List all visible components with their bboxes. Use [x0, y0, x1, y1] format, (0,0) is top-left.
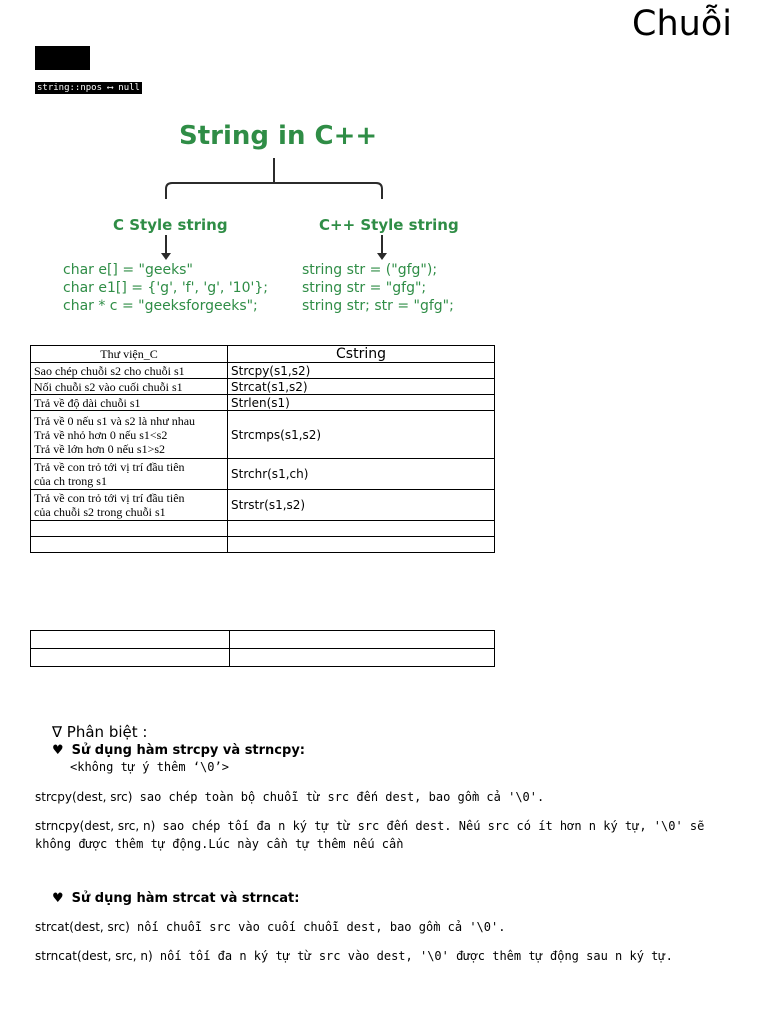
arrow-down-icon	[161, 253, 171, 260]
npos-code: string::npos	[37, 83, 103, 93]
empty-cell	[31, 537, 228, 553]
paragraph-text: sao chép tối đa n ký tự từ src đến dest. Nếu src có ít hơn n ký tự, '\0' sẽ không được thêm tự động.Lúc này cần tự thêm nếu cần	[35, 819, 705, 851]
header-cell: Thư viện_C	[31, 346, 228, 363]
function-cell: Strcat(s1,s2)	[228, 379, 495, 395]
header-cell: Cstring	[228, 346, 495, 363]
bullet-label: Sử dụng hàm strcat và strncat:	[71, 891, 300, 906]
function-cell: Strchr(s1,ch)	[228, 459, 495, 490]
function-cell: Strcpy(s1,s2)	[228, 363, 495, 379]
empty-cell	[31, 521, 228, 537]
double-arrow-icon: ⟷	[107, 83, 113, 93]
c-style-example: char e1[] = {'g', 'f', 'g', '10'};	[63, 280, 268, 296]
c-style-example: char e[] = "geeks"	[63, 262, 193, 278]
cpp-style-example: string str = ("gfg");	[302, 262, 438, 278]
cpp-style-example: string str; str = "gfg";	[302, 298, 454, 314]
diagram-title: String in C++	[179, 121, 378, 151]
description-cell: Trả về 0 nếu s1 và s2 là như nhau Trả về nhỏ hơn 0 nếu s1<s2 Trả về lớn hơn 0 nếu s1>s2	[31, 411, 228, 459]
arrow-down-icon	[377, 253, 387, 260]
table-row	[31, 490, 495, 521]
cpp-style-label: C++ Style string	[319, 216, 459, 234]
function-name: strncpy(dest, src, n)	[35, 819, 156, 833]
npos-null-note	[35, 82, 142, 94]
empty-cell	[230, 649, 495, 667]
function-cell: Strstr(s1,s2)	[228, 490, 495, 521]
cpp-style-example: string str = "gfg";	[302, 280, 427, 296]
bullet-strcat	[52, 891, 299, 906]
function-name: strncat(dest, src, n)	[35, 949, 153, 963]
paragraph-text: nối chuỗi src vào cuối chuỗi dest, bao gồm cả '\0'.	[129, 920, 506, 934]
description-cell: Trả về độ dài chuỗi s1	[31, 395, 228, 411]
page-title: Chuỗi	[632, 4, 732, 44]
description-cell: Trả về con trỏ tới vị trí đầu tiên của chuỗi s2 trong chuỗi s1	[31, 490, 228, 521]
empty-row	[31, 649, 495, 667]
empty-row	[31, 537, 495, 553]
table-row	[31, 459, 495, 490]
table-row	[31, 395, 495, 411]
empty-row	[31, 631, 495, 649]
table-row	[31, 411, 495, 459]
function-cell: Strcmps(s1,s2)	[228, 411, 495, 459]
heart-icon: ♥	[52, 743, 64, 758]
empty-cell	[228, 521, 495, 537]
bullet-label: Sử dụng hàm strcpy và strncpy:	[71, 743, 305, 758]
paragraph-text: nối tối đa n ký tự từ src vào dest, '\0' được thêm tự động sau n ký tự.	[152, 949, 673, 963]
note-heading: lưu ý	[36, 47, 89, 69]
strcpy-paragraph	[35, 788, 735, 806]
empty-cell	[31, 631, 230, 649]
c-style-example: char * c = "geeksforgeeks";	[63, 298, 258, 314]
function-name: strcat(dest, src)	[35, 920, 130, 934]
description-cell: Sao chép chuỗi s2 cho chuỗi s1	[31, 363, 228, 379]
paragraph-text: sao chép toàn bộ chuỗi từ src đến dest, bao gồm cả '\0'.	[132, 790, 545, 804]
strncpy-paragraph	[35, 817, 735, 853]
null-code: null	[118, 83, 140, 93]
section-title: ∇ Phân biệt :	[52, 723, 148, 741]
strcat-paragraph	[35, 918, 735, 936]
cstring-library-table	[30, 345, 495, 553]
empty-row	[31, 521, 495, 537]
function-cell: Strlen(s1)	[228, 395, 495, 411]
string-types-diagram	[58, 115, 488, 330]
function-name: strcpy(dest, src)	[35, 790, 133, 804]
c-style-label: C Style string	[113, 216, 228, 234]
empty-cell	[228, 537, 495, 553]
empty-table	[30, 630, 495, 667]
strncat-paragraph	[35, 947, 735, 965]
table-row	[31, 379, 495, 395]
bullet-strcpy	[52, 743, 305, 758]
description-cell: Trả về con trỏ tới vị trí đầu tiên của ch trong s1	[31, 459, 228, 490]
table-header-row	[31, 346, 495, 363]
empty-cell	[230, 631, 495, 649]
description-cell: Nối chuỗi s2 vào cuối chuỗi s1	[31, 379, 228, 395]
heart-icon: ♥	[52, 891, 64, 906]
bullet-note: <không tự ý thêm ‘\0’>	[70, 760, 229, 774]
empty-cell	[31, 649, 230, 667]
table-row	[31, 363, 495, 379]
